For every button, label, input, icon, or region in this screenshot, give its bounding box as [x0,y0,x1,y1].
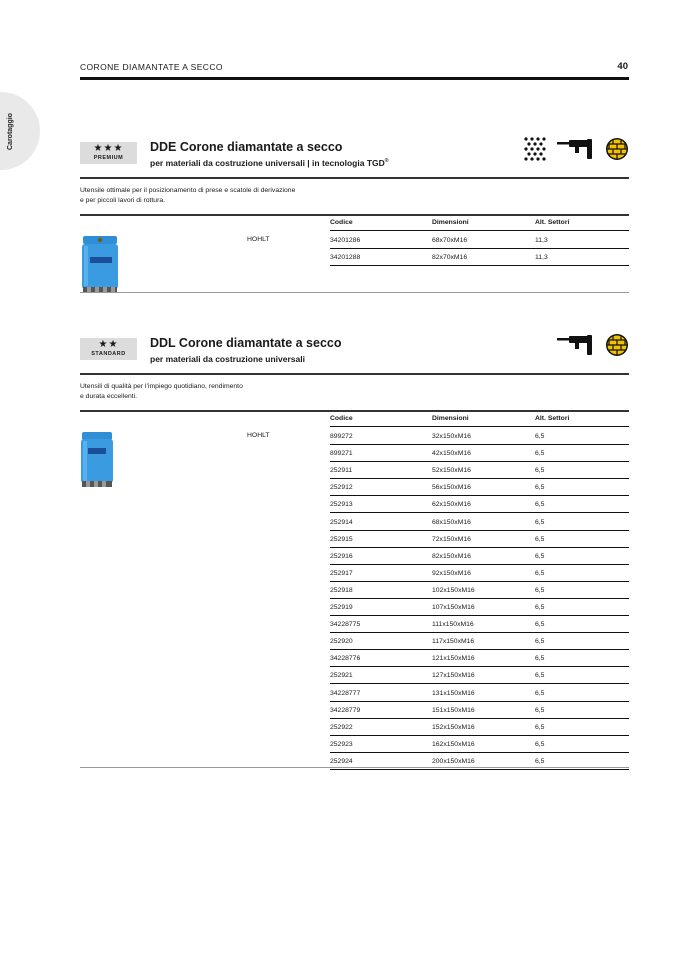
product-code: 252919 [330,604,353,611]
segment-height-value: 6,5 [535,740,545,748]
section-rule [80,177,629,179]
dimensions-value: 82x150xM16 [432,552,471,560]
segment-height-value: 6,5 [535,484,545,492]
segment-height-value: 6,5 [535,552,545,560]
segment-height-value: 6,5 [535,467,545,475]
dimensions-value: 102x150xM16 [432,586,475,594]
product-code: 34228779 [330,706,361,714]
premium-badge [80,142,137,164]
table-row [330,736,629,753]
dimensions-value: 52x150xM16 [432,467,471,475]
dimensions-value: 127x150xM16 [432,672,475,680]
attachment-label: HOHLT [247,236,270,243]
segment-height-value: 6,5 [535,689,545,697]
table-row [330,531,629,548]
table-row [330,496,629,513]
attachment-label: HOHLT [247,432,270,439]
product-code: 252913 [330,501,353,509]
product-code: 34228776 [330,655,361,663]
section-description: Utensili di qualità per l’impiego quotidiano, rendimento e durata eccellenti. [80,383,243,400]
rotary-drill-icon [557,333,597,362]
section-subtitle: per materiali da costruzione universali | in tecnologia TGD® [150,158,389,168]
dimensions-value: 151x150xM16 [432,706,475,714]
header-rule [80,77,629,80]
table-row [330,249,629,266]
segment-height-value: 6,5 [535,757,545,765]
column-header-segment-height: Alt. Settori [535,415,570,422]
table-row [330,582,629,599]
dimensions-value: 56x150xM16 [432,484,471,492]
product-code: 252921 [330,672,353,680]
segment-height-value: 6,5 [535,723,545,731]
segment-height-value: 6,5 [535,450,545,458]
dimensions-value: 42x150xM16 [432,450,471,458]
table-row [330,702,629,719]
dimensions-value: 111x150xM16 [432,621,474,629]
section-rule [80,373,629,375]
column-header-dimensions: Dimensioni [432,415,469,422]
standard-badge [80,338,137,360]
product-code: 252915 [330,535,353,543]
segment-height-value: 11,3 [535,237,548,244]
dimensions-value: 32x150xM16 [432,433,471,440]
section-bottom-rule [80,292,629,293]
rotary-drill-icon [557,137,597,166]
section-bottom-rule [80,767,629,768]
table-row [330,685,629,702]
registered-mark: ® [384,158,389,165]
segment-height-value: 6,5 [535,569,545,577]
page-header-title: CORONE DIAMANTATE A SECCO [80,62,223,72]
segment-height-value: 6,5 [535,672,545,680]
segment-height-value: 6,5 [535,706,545,714]
product-code: 252912 [330,484,353,492]
application-icons [557,332,629,362]
table-row [330,445,629,462]
product-code: 252923 [330,740,353,748]
segment-height-value: 6,5 [535,518,545,526]
table-row [330,232,629,249]
table-row [330,548,629,565]
core-bit-image [80,431,114,494]
table-row [330,633,629,650]
product-code: 252917 [330,569,353,577]
table-row [330,479,629,496]
section-title: DDE Corone diamantate a secco [150,140,343,154]
table-header [330,215,629,231]
dimensions-value: 152x150xM16 [432,723,475,731]
dimensions-value: 82x70xM16 [432,254,468,262]
section-subtitle: per materiali da costruzione universali [150,354,305,364]
table-row [330,565,629,582]
segment-height-value: 6,5 [535,638,545,646]
product-code: 252924 [330,757,353,765]
application-icons [523,136,629,166]
product-code: 34228775 [330,621,361,629]
table-row [330,599,629,616]
table-row [330,428,629,445]
segment-height-value: 6,5 [535,604,545,611]
dimensions-value: 117x150xM16 [432,638,475,646]
brick-material-icon [605,137,629,166]
dimensions-value: 107x150xM16 [432,604,475,611]
table-row [330,616,629,633]
column-header-code: Codice [330,415,353,422]
dimensions-value: 68x150xM16 [432,518,471,526]
segment-height-value: 6,5 [535,433,545,440]
dimensions-value: 162x150xM16 [432,740,475,748]
dimensions-value: 121x150xM16 [432,655,475,663]
segment-height-value: 6,5 [535,535,545,543]
dimensions-value: 92x150xM16 [432,569,471,577]
column-header-segment-height: Alt. Settori [535,219,570,226]
section-title: DDL Corone diamantate a secco [150,336,342,350]
segment-height-value: 6,5 [535,586,545,594]
dots-pattern-icon [523,136,549,167]
product-code: 34201286 [330,237,361,244]
table-row [330,667,629,684]
dimensions-value: 62x150xM16 [432,501,471,509]
dimensions-value: 200x150xM16 [432,757,475,765]
dimensions-value: 131x150xM16 [432,689,475,697]
segment-height-value: 11,3 [535,254,548,262]
product-code: 34201288 [330,254,361,262]
table-row [330,462,629,479]
dimensions-value: 68x70xM16 [432,237,468,244]
core-bit-image [80,235,120,300]
segment-height-value: 6,5 [535,655,545,663]
dimensions-value: 72x150xM16 [432,535,471,543]
stars-rating: ★★★ [93,143,124,154]
side-tab [0,92,40,170]
section-description: Utensile ottimale per il posizionamento di prese e scatole di derivazione e per piccoli lavori di rottura. [80,187,296,204]
column-header-dimensions: Dimensioni [432,219,469,226]
product-code: 252916 [330,552,353,560]
product-code: 252914 [330,518,353,526]
product-code: 252918 [330,586,353,594]
product-code: 252920 [330,638,353,646]
side-tab-label: Carotaggio [7,113,14,150]
brick-material-icon [605,333,629,362]
segment-height-value: 6,5 [535,621,545,629]
table-row [330,650,629,667]
grade-label: STANDARD [91,351,126,357]
product-code: 252911 [330,467,353,475]
product-code: 34228777 [330,689,361,697]
table-row [330,719,629,736]
segment-height-value: 6,5 [535,501,545,509]
product-code: 899272 [330,433,353,440]
column-header-code: Codice [330,219,353,226]
product-code: 252922 [330,723,353,731]
table-row [330,514,629,531]
grade-label: PREMIUM [93,155,124,161]
stars-rating: ★★ [98,339,119,350]
product-code: 899271 [330,450,353,458]
page-number: 40 [617,61,628,72]
table-header [330,411,629,427]
